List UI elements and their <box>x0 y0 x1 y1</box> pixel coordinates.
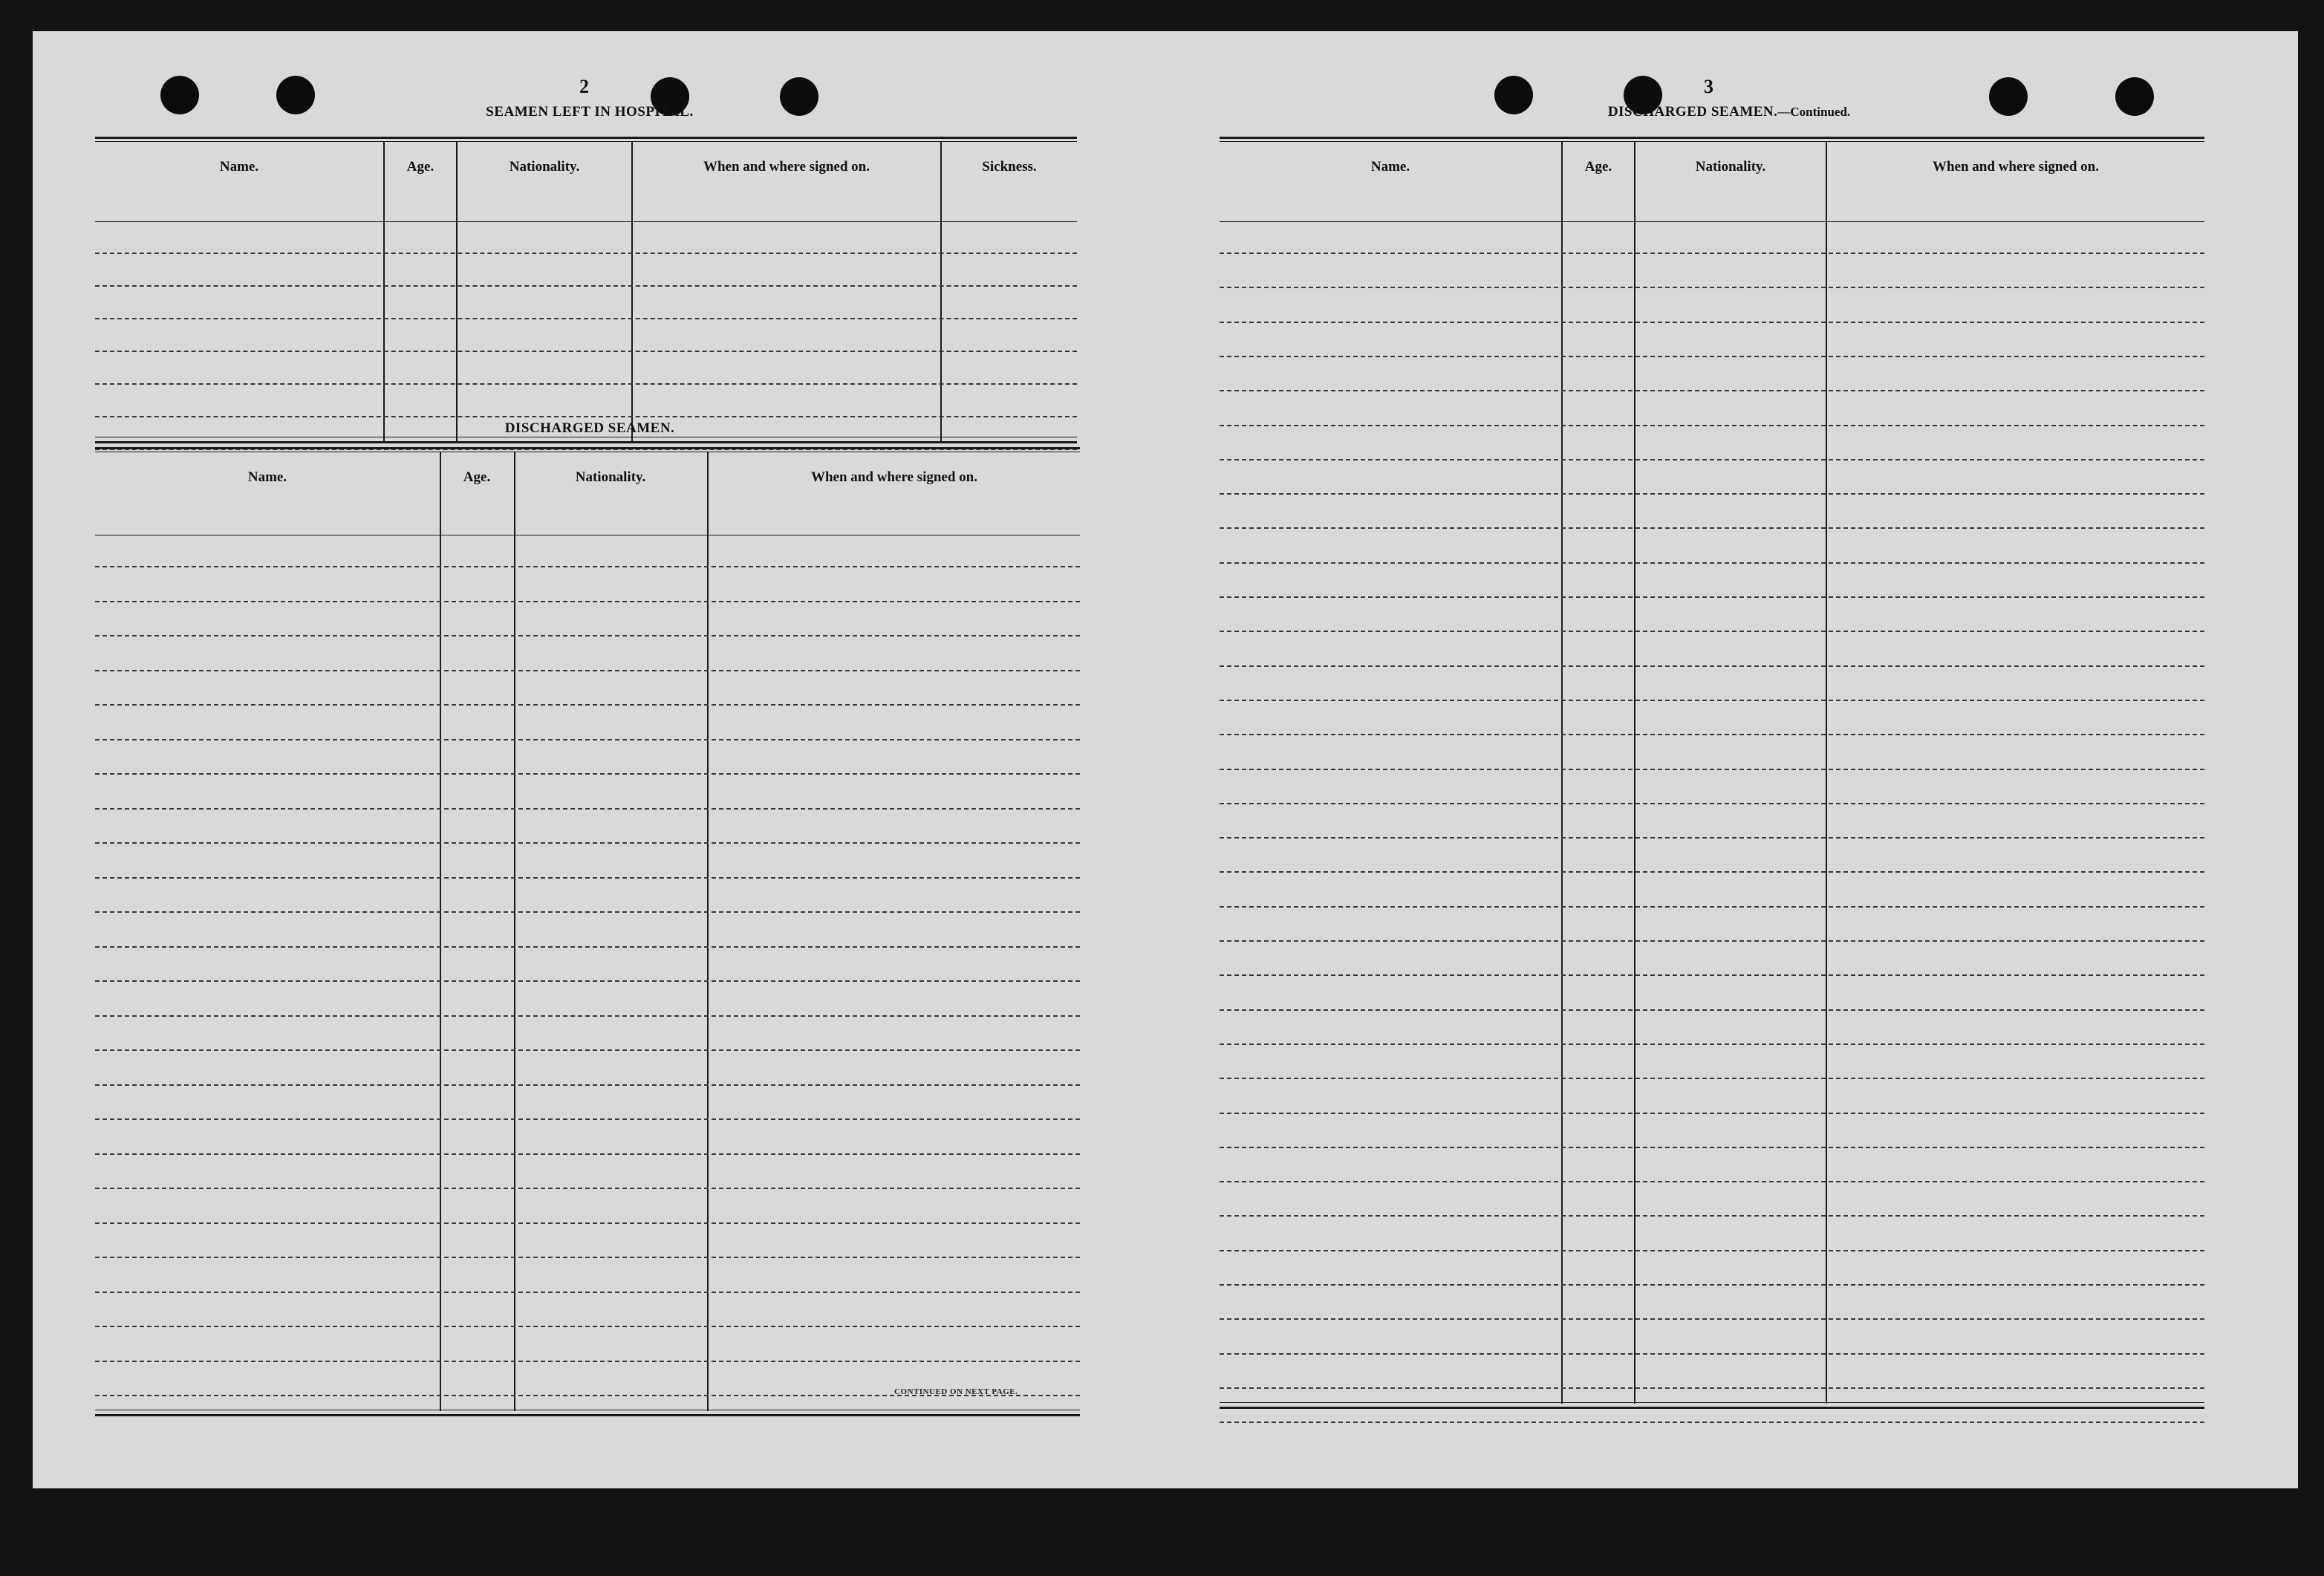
blank-entry-line <box>1220 974 2204 976</box>
blank-entry-line <box>1220 1284 2204 1286</box>
punch-hole <box>160 76 199 114</box>
blank-entry-line <box>1220 1387 2204 1389</box>
column-header-signed-on: When and where signed on. <box>703 159 870 175</box>
blank-entry-line <box>1220 1353 2204 1355</box>
blank-entry-line <box>1220 631 2204 632</box>
blank-entry-line <box>1220 1318 2204 1320</box>
column-header-name: Name. <box>219 159 259 175</box>
blank-entry-line <box>95 383 1077 385</box>
blank-entry-line <box>95 253 1077 254</box>
page-number-left: 2 <box>579 76 589 97</box>
blank-entry-line <box>95 808 1080 810</box>
blank-entry-line <box>1220 459 2204 460</box>
column-header-nationality: Nationality. <box>509 159 580 175</box>
blank-entry-line <box>1220 527 2204 529</box>
blank-entry-line <box>95 877 1080 879</box>
punch-hole <box>780 77 818 116</box>
blank-entry-line <box>1220 322 2204 323</box>
blank-entry-line <box>1220 1181 2204 1182</box>
punch-hole <box>1494 76 1533 114</box>
blank-entry-line <box>95 1361 1080 1362</box>
blank-entry-line <box>1220 871 2204 873</box>
blank-entry-line <box>95 773 1080 775</box>
blank-entry-line <box>1220 1043 2204 1045</box>
blank-entry-line <box>95 416 1077 417</box>
column-header-age: Age. <box>1584 159 1612 175</box>
blank-entry-line <box>95 318 1077 319</box>
discharged-section-title-right <box>1543 104 1915 120</box>
blank-entry-line <box>95 566 1080 567</box>
blank-entry-line <box>1220 287 2204 288</box>
blank-entry-line <box>1220 906 2204 908</box>
blank-entry-line <box>95 1292 1080 1293</box>
hospital-table <box>95 137 1077 443</box>
blank-entry-line <box>1220 769 2204 770</box>
blank-entry-line <box>1220 425 2204 426</box>
blank-entry-line <box>95 285 1077 287</box>
blank-entry-line <box>95 1188 1080 1189</box>
blank-entry-line <box>1220 1250 2204 1251</box>
blank-entry-line <box>95 980 1080 982</box>
column-header-age: Age. <box>406 159 434 175</box>
blank-entry-line <box>1220 803 2204 804</box>
ledger-sheet <box>33 31 2298 1488</box>
blank-entry-line <box>1220 390 2204 391</box>
blank-entry-line <box>1220 665 2204 667</box>
blank-entry-line <box>95 704 1080 706</box>
blank-entry-line <box>95 1118 1080 1120</box>
blank-entry-line <box>1220 356 2204 357</box>
blank-entry-line <box>1220 734 2204 735</box>
blank-entry-line <box>1220 940 2204 942</box>
column-header-nationality: Nationality. <box>1695 159 1766 175</box>
blank-entry-line <box>95 1222 1080 1224</box>
blank-entry-line <box>95 842 1080 844</box>
column-header-signed-on: When and where signed on. <box>810 469 977 485</box>
blank-entry-line <box>95 1049 1080 1051</box>
discharged-table-right <box>1220 137 2204 1493</box>
blank-entry-line <box>1220 1078 2204 1079</box>
blank-entry-line <box>95 911 1080 913</box>
column-header-age: Age. <box>463 469 491 485</box>
blank-entry-line <box>1220 1147 2204 1148</box>
blank-entry-line <box>95 1153 1080 1155</box>
hospital-rows <box>95 137 1077 443</box>
column-header-name: Name. <box>1370 159 1410 175</box>
blank-entry-line <box>95 1084 1080 1086</box>
blank-entry-line <box>1220 1422 2204 1423</box>
page-number-right: 3 <box>1704 76 1713 97</box>
column-header-signed-on: When and where signed on. <box>1932 159 2099 175</box>
discharged-rows-right <box>1220 137 2204 1493</box>
discharged-table-left <box>95 447 1080 1502</box>
blank-entry-line <box>1220 1113 2204 1114</box>
blank-entry-line <box>1220 837 2204 839</box>
blank-entry-line <box>1220 253 2204 254</box>
blank-entry-line <box>95 946 1080 948</box>
blank-entry-line <box>1220 1009 2204 1011</box>
column-header-sickness: Sickness. <box>982 159 1037 175</box>
discharged-rows-left <box>95 447 1080 1502</box>
blank-entry-line <box>1220 562 2204 564</box>
blank-entry-line <box>1220 596 2204 598</box>
punch-hole <box>276 76 315 114</box>
punch-hole <box>2115 77 2154 116</box>
blank-entry-line <box>95 635 1080 636</box>
hospital-section-title: SEAMEN LEFT IN HOSPITAL. <box>486 104 694 120</box>
blank-entry-line <box>95 1326 1080 1327</box>
blank-entry-line <box>95 739 1080 740</box>
blank-entry-line <box>1220 493 2204 495</box>
punch-hole <box>1989 77 2028 116</box>
continued-footer: CONTINUED ON NEXT PAGE. <box>894 1387 1018 1396</box>
column-header-name: Name. <box>247 469 287 485</box>
blank-entry-line <box>95 351 1077 352</box>
column-header-nationality: Nationality. <box>575 469 646 485</box>
blank-entry-line <box>95 1257 1080 1258</box>
blank-entry-line <box>1220 700 2204 701</box>
blank-entry-line <box>1220 1215 2204 1217</box>
blank-entry-line <box>95 601 1080 602</box>
blank-entry-line <box>95 1015 1080 1017</box>
discharged-title-main: DISCHARGED SEAMEN. <box>1607 104 1778 120</box>
discharged-title-continued: —Continued. <box>1777 105 1851 119</box>
blank-entry-line <box>95 670 1080 671</box>
discharged-section-title-left: DISCHARGED SEAMEN. <box>504 420 675 436</box>
